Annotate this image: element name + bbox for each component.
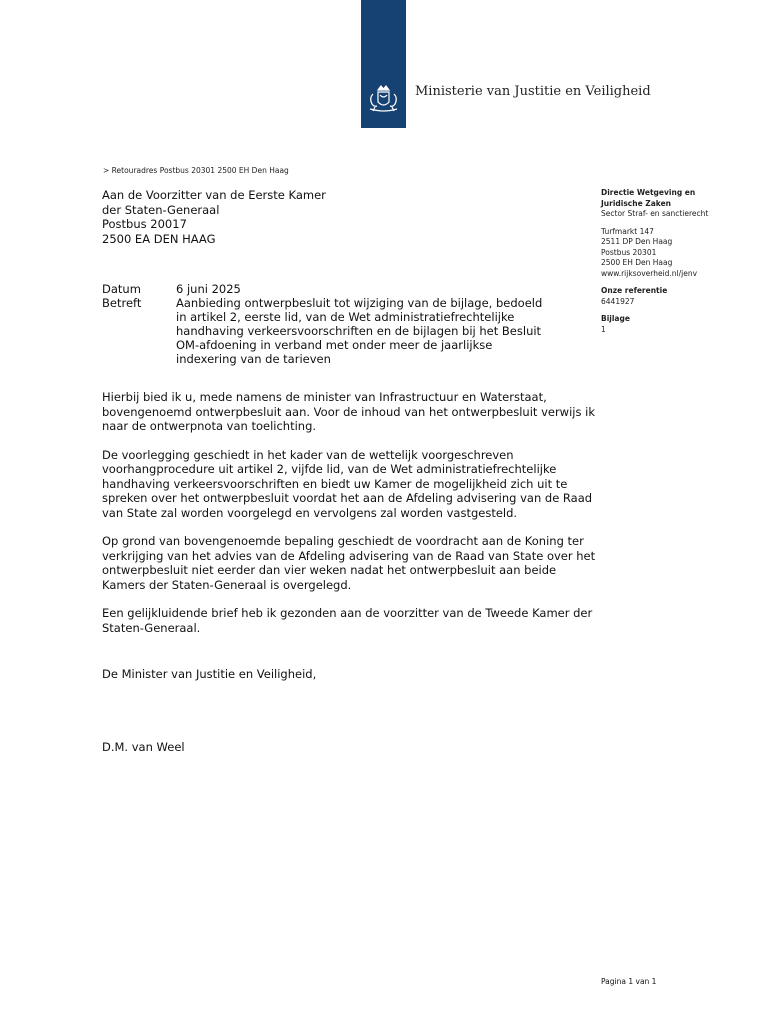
postal-address: 2500 EH Den Haag xyxy=(601,258,673,267)
sender-sidebar xyxy=(601,188,761,335)
body-paragraph: Een gelijkluidende brief heb ik gezonden aan de voorzitter van de Tweede Kamer der Staten-Generaal. xyxy=(102,606,593,635)
reference-label: Onze referentie xyxy=(601,286,668,295)
letter-body xyxy=(102,390,602,649)
signature-name: D.M. van Weel xyxy=(102,740,185,754)
department-name: Directie Wetgeving en xyxy=(601,188,696,197)
recipient-line: Aan de Voorzitter van de Eerste Kamer xyxy=(102,188,326,202)
subject-label: Betreft xyxy=(102,296,142,310)
attachment-label: Bijlage xyxy=(601,314,630,323)
sector-name: Sector Straf- en sanctierecht xyxy=(601,209,709,218)
reference-value: 6441927 xyxy=(601,296,635,306)
attachment-value: 1 xyxy=(601,324,606,334)
closing-line: De Minister van Justitie en Veiligheid, xyxy=(102,667,317,681)
recipient-address xyxy=(102,188,326,246)
recipient-line: der Staten-Generaal xyxy=(102,202,220,217)
body-paragraph: De voorlegging geschiedt in het kader van de wettelijk voorgeschreven voorhangprocedure uit artikel 2, vijfde lid, van de Wet administratiefrechtelijke handhaving verkeersvoorschriften en biedt uw Kamer de mogelijkheid zich uit te spreken over het ontwerpbesluit voordat het aan de Afdeling advisering van de Raad van State zal worden voorgelegd en vervolgens zal worden vastgesteld. xyxy=(102,447,593,520)
date-label: Datum xyxy=(102,282,141,296)
body-paragraph: Op grond van bovengenoemde bepaling geschiedt de voordracht aan de Koning ter verkrijging van het advies van de Afdeling advisering van de Raad van State over het ontwerpbesluit niet eerder dan vier weken nadat het ontwerpbesluit aan beide Kamers der Staten-Generaal is overgelegd. xyxy=(102,534,596,592)
street-address: Turfmarkt 147 xyxy=(601,226,654,236)
postal-address: 2511 DP Den Haag xyxy=(601,237,673,246)
date-value: 6 juni 2025 xyxy=(176,282,241,296)
recipient-line: 2500 EA DEN HAAG xyxy=(102,231,216,246)
page-number: Pagina 1 van 1 xyxy=(601,977,657,986)
return-address: > Retouradres Postbus 20301 2500 EH Den Haag xyxy=(103,166,289,175)
royal-coat-of-arms-icon xyxy=(361,80,406,120)
po-box: Postbus 20301 xyxy=(601,247,657,257)
subject-value: Aanbieding ontwerpbesluit tot wijziging van de bijlage, bedoeld in artikel 2, eerste lid, van de Wet administratiefrechtelijke handhaving verkeersvoorschriften en de bijlagen bij het Besluit OM-afdoening in verband met onder meer de jaarlijkse indexering van de tarieven xyxy=(176,296,543,366)
recipient-line: Postbus 20017 xyxy=(102,217,187,231)
ministry-logo-bar xyxy=(361,0,406,128)
website-link[interactable]: www.rijksoverheid.nl/jenv xyxy=(601,268,698,278)
department-name: Juridische Zaken xyxy=(601,198,671,208)
body-paragraph: Hierbij bied ik u, mede namens de minister van Infrastructuur en Waterstaat, bovengenoemd ontwerpbesluit aan. Voor de inhoud van het ontwerpbesluit verwijs ik naar de ontwerpnota van toelichting. xyxy=(102,390,595,433)
ministry-name: Ministerie van Justitie en Veiligheid xyxy=(415,84,651,99)
